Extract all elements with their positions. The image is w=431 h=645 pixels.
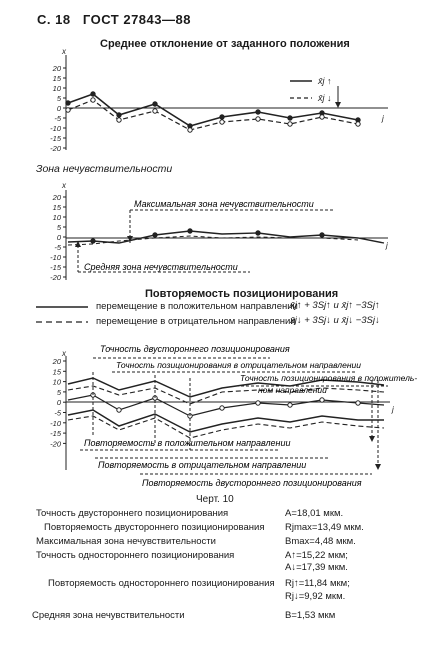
y-tick-label: 10: [52, 377, 61, 387]
data-point: [220, 115, 224, 119]
data-point: [66, 108, 70, 112]
chart2-title: Зона нечувствительности: [36, 163, 173, 175]
chart3-label-accuracy-bi: Точность двустороннего позиционирования: [100, 344, 290, 354]
data-point: [188, 229, 192, 233]
y-tick-label: -20: [50, 439, 61, 449]
data-point: [256, 401, 260, 405]
chart1-series-down: [68, 100, 358, 130]
chart3-x-label: j: [392, 405, 394, 414]
page-number: С. 18: [37, 12, 71, 27]
y-tick-label: 15: [52, 203, 61, 212]
y-tick-label: -20: [50, 273, 61, 282]
chart3-label-rep-pos: Повторяемость в положительном направлении: [84, 438, 291, 448]
chart1: [50, 47, 388, 153]
data-point: [117, 408, 121, 412]
chart3-legend-neg-formula: x̄j↓ + 3Sj↓ и x̄j↓ −3Sj↓: [290, 315, 380, 326]
y-tick-label: 0: [56, 398, 61, 408]
result-value: A↑=15,22 мкм;: [285, 550, 348, 561]
chart2-y-label: x: [62, 181, 66, 190]
result-value: A=18,01 мкм.: [285, 508, 344, 519]
result-name: Средняя зона нечувствительности: [32, 610, 185, 621]
chart3-label-accuracy-neg: Точность позиционирования в отрицательном направлении: [116, 360, 361, 370]
y-tick-label: -15: [50, 263, 61, 272]
y-tick-label: 10: [52, 213, 61, 222]
chart3-legend-pos: перемещение в положительном направлении: [96, 301, 298, 312]
data-point: [153, 233, 157, 237]
chart1-x-label: j: [382, 114, 384, 123]
y-tick-label: 5: [56, 387, 61, 397]
y-tick-label: -5: [54, 243, 61, 252]
chart1-y-label: x: [62, 47, 66, 56]
data-point: [288, 122, 292, 126]
data-point: [66, 101, 70, 105]
y-tick-label: 15: [52, 74, 61, 83]
data-point: [91, 98, 95, 102]
chart3-title: Повторяемость позиционирования: [145, 288, 339, 300]
result-name: Повторяемость одностороннего позиционирования: [48, 578, 275, 589]
chart3-legend-neg: перемещение в отрицательном направлении: [96, 316, 296, 327]
y-tick-label: -10: [50, 418, 61, 428]
y-tick-label: -15: [50, 429, 61, 439]
y-tick-label: 10: [52, 84, 61, 93]
result-value: Rjmax=13,49 мкм.: [285, 522, 364, 533]
result-value: Rj↑=11,84 мкм;: [285, 578, 350, 589]
y-tick-label: -20: [50, 144, 61, 153]
figure-caption: Черт. 10: [196, 494, 234, 505]
chart2-series: [68, 231, 384, 243]
chart3-label-accuracy-pos: Точность позиционирования в положитель-: [240, 373, 418, 383]
y-tick-label: 5: [56, 223, 61, 232]
data-point: [288, 403, 292, 407]
data-point: [117, 118, 121, 122]
chart1-title: Среднее отклонение от заданного положения: [100, 38, 350, 50]
result-value: B=1,53 мкм: [285, 610, 336, 621]
y-tick-label: 15: [52, 367, 61, 377]
y-tick-label: -5: [54, 114, 61, 123]
chart3-y-label: x: [62, 349, 66, 358]
data-point: [188, 128, 192, 132]
data-point: [220, 406, 224, 410]
data-point: [320, 398, 324, 402]
chart2-x-label: j: [386, 241, 388, 250]
y-tick-label: -10: [50, 253, 61, 262]
y-tick-label: -5: [54, 408, 61, 418]
chart1-arrow-head: [335, 102, 341, 108]
data-point: [256, 117, 260, 121]
chart1-legend-up: x̄j ↑: [318, 76, 332, 86]
data-point: [320, 115, 324, 119]
result-value: Bmax=4,48 мкм.: [285, 536, 356, 547]
result-name: Повторяемость двустороннего позиционирования: [44, 522, 265, 533]
data-point: [153, 102, 157, 106]
chart3-label-accuracy-pos-2: ном направлении: [258, 385, 327, 395]
y-tick-label: -10: [50, 124, 61, 133]
data-point: [320, 233, 324, 237]
chart3-label-rep-neg: Повторяемость в отрицательном направлении: [98, 460, 307, 470]
data-point: [256, 110, 260, 114]
chart2-max-label: Максимальная зона нечувствительности: [134, 199, 314, 209]
chart2-mean-label: Средняя зона нечувствительности: [84, 262, 238, 272]
data-point: [117, 113, 121, 117]
y-tick-label: 0: [56, 233, 61, 242]
data-point: [256, 231, 260, 235]
data-point: [220, 120, 224, 124]
data-point: [91, 92, 95, 96]
result-name: Точность одностороннего позиционирования: [36, 550, 235, 561]
data-point: [356, 401, 360, 405]
result-value: Rj↓=9,92 мкм.: [285, 591, 346, 602]
data-point: [288, 116, 292, 120]
chart1-series-up: [68, 94, 358, 126]
chart1-legend-down: x̄j ↓: [318, 93, 332, 103]
y-tick-label: 0: [56, 104, 61, 113]
data-point: [153, 109, 157, 113]
chart3-legend-pos-formula: x̄j↑ + 3Sj↑ и x̄j↑ −3Sj↑: [290, 300, 380, 311]
result-name: Максимальная зона нечувствительности: [36, 536, 216, 547]
y-tick-label: 20: [52, 357, 61, 366]
result-name: Точность двустороннего позиционирования: [36, 508, 229, 519]
chart3-label-rep-bi: Повторяемость двустороннего позиционирования: [142, 478, 362, 488]
chart2-series-2: [68, 236, 358, 245]
standard-code: ГОСТ 27843—88: [82, 12, 191, 27]
data-point: [91, 239, 95, 243]
chart1-y-ticks: [50, 64, 66, 153]
y-tick-label: -15: [50, 134, 61, 143]
result-value: A↓=17,39 мкм.: [285, 562, 348, 573]
data-point: [356, 122, 360, 126]
y-tick-label: 20: [52, 64, 61, 73]
y-tick-label: 5: [56, 94, 61, 103]
y-tick-label: 20: [52, 193, 61, 202]
